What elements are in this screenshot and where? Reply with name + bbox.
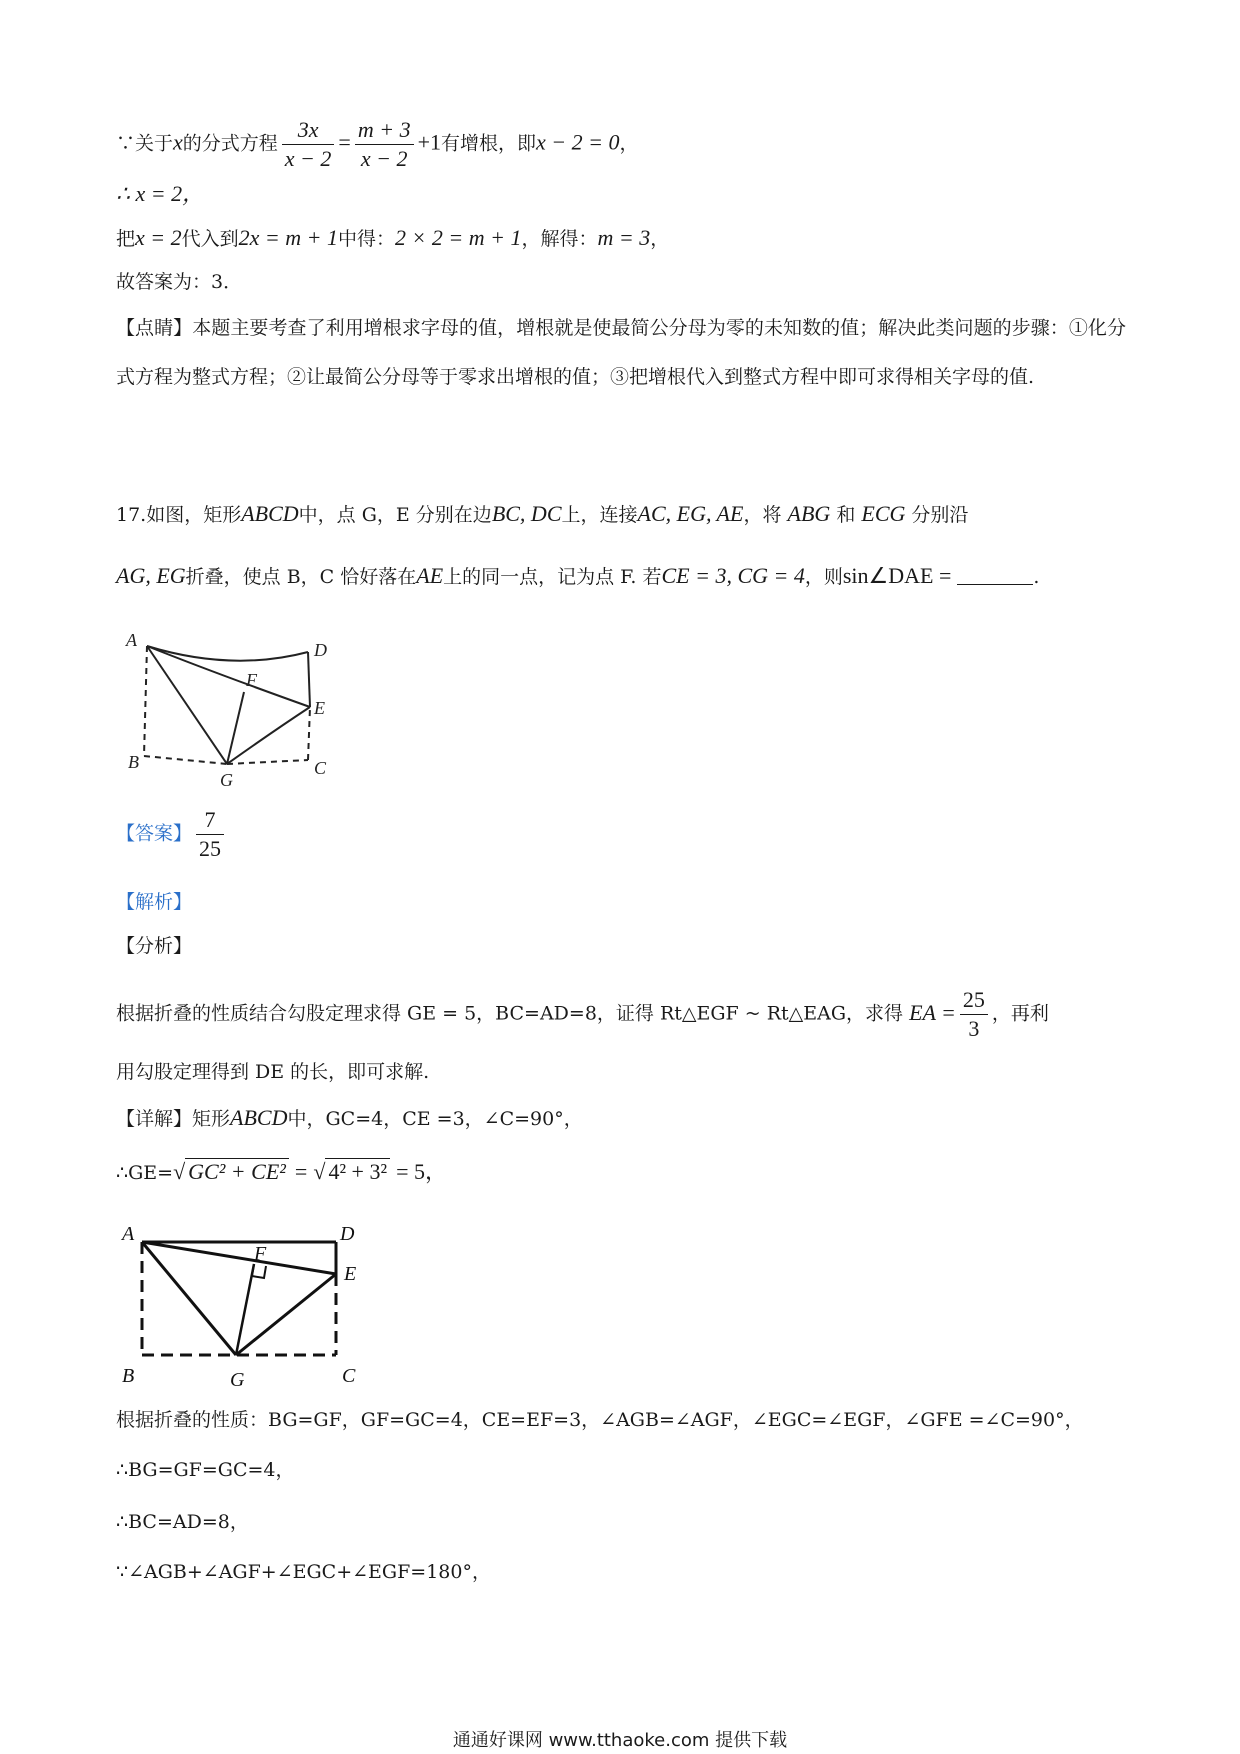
fraction-3x [282, 116, 335, 173]
fig1-edge-ad [147, 646, 308, 661]
fig1-edge-de [308, 652, 310, 707]
fig2-label-e: E [344, 1263, 357, 1285]
q17-ae: AE [416, 563, 444, 588]
q17-given: CE = 3, CG = 4 [661, 563, 805, 588]
xiangjie-text-a: 矩形 [192, 1108, 231, 1130]
sqrt-sign-1: √ [173, 1159, 186, 1184]
comma-2: ， [650, 228, 670, 250]
line-x-equals-2: ∴ x = 2， [116, 181, 205, 206]
answer-line: 故答案为：3． [116, 271, 243, 293]
dianjing-paragraph [116, 304, 1126, 402]
fig1-edge-bg [144, 756, 227, 764]
substitution-line [116, 224, 669, 253]
q17-text-point-f: 上的同一点，记为点 F. 若 [443, 566, 662, 588]
fig1-label-d: D [314, 640, 327, 660]
answer-numerator: 7 [196, 806, 224, 835]
q17-text-k: 分别沿 [911, 504, 969, 526]
fenxi-denominator: 3 [968, 1016, 980, 1041]
answer-denominator: 25 [199, 836, 222, 861]
comma: ， [619, 132, 639, 155]
q17-ag-eg: AG, EG [116, 563, 186, 588]
fraction-m3-denominator: x − 2 [360, 146, 408, 171]
text-has-root: 有增根，即 [441, 132, 537, 155]
answer-blank [957, 584, 1033, 585]
fig2-label-b: B [122, 1365, 135, 1387]
fenxi-line-2: 用勾股定理得到 DE 的长，即可求解. [116, 1061, 430, 1083]
fig2-edge-ag [142, 1242, 236, 1355]
expr-x2: x = 2 [135, 225, 182, 250]
fraction-3x-numerator: 3x [282, 116, 335, 145]
dianjing-text: 本题主要考查了利用增根求字母的值，增根就是使最简公分母为零的未知数的值；解决此类问题的步骤：①化分式方程为整式方程；②让最简公分母等于零求出增根的值；③把增根代入到整式方程中即可求得相关字母的值. [116, 317, 1126, 388]
text-zhongde: 中得： [338, 228, 396, 250]
q17-text-then: ，则 [804, 566, 843, 588]
plus-one: +1 [417, 129, 441, 155]
figure-1-folded-rectangle [122, 632, 362, 792]
fig2-label-d: D [340, 1223, 355, 1245]
question-17-line-1 [116, 500, 968, 529]
text-daiarudao: 代入到 [181, 228, 239, 250]
ge-calculation [116, 1158, 447, 1187]
fraction-3x-denominator: x − 2 [284, 146, 332, 171]
q17-sin-dae: sin∠DAE = [842, 563, 952, 588]
dianjing-tag: 【点睛】 [116, 317, 193, 339]
expr-m3: m = 3 [597, 225, 651, 250]
text-ba: 把 [116, 228, 136, 250]
xiangjie-line [116, 1104, 583, 1133]
answer-fraction [196, 806, 224, 863]
ge-label: ∴GE= [116, 1162, 174, 1184]
fenxi-ea: EA = [909, 999, 956, 1025]
fig1-label-g: G [220, 770, 233, 790]
q17-ac-eg-ae: AC, EG, AE [637, 501, 744, 526]
text-fraction-equation: 的分式方程 [182, 132, 278, 155]
fig2-edge-ae [142, 1242, 336, 1274]
fig2-label-c: C [342, 1365, 356, 1387]
expr-2x: 2x = m + 1 [238, 225, 338, 250]
solution-line-4: ∵∠AGB+∠AGF+∠EGC+∠EGF=180°， [116, 1561, 491, 1583]
q17-text-g: ，将 [743, 504, 782, 526]
fig1-label-a: A [126, 632, 137, 650]
sqrt-radicand-2: 4² + 3² [325, 1158, 390, 1185]
fig1-label-b: B [128, 752, 139, 772]
q17-ecg: ECG [861, 501, 906, 526]
fig1-edge-gc [227, 760, 308, 764]
q17-text-e: 上，连接 [561, 504, 638, 526]
answer-row [116, 806, 228, 863]
solution-line-2: ∴BG=GF=GC=4， [116, 1459, 295, 1481]
xiangjie-tag: 【详解】 [116, 1108, 193, 1130]
fig1-label-e: E [314, 698, 325, 718]
fenxi-fraction [960, 986, 988, 1043]
fig2-label-a: A [122, 1223, 135, 1245]
fig1-label-c: C [314, 758, 327, 778]
expr-2x2: 2 × 2 = m + 1 [395, 225, 522, 250]
q17-text-a: 17.如图，矩形 [116, 504, 242, 526]
fig1-edge-ab [144, 646, 147, 756]
answer-tag: 【答案】 [116, 822, 193, 845]
sqrt-sign-2: √ [313, 1159, 326, 1184]
fenxi-text-c: ，再利 [991, 1002, 1049, 1025]
q17-period: . [1033, 566, 1040, 588]
solution-line-3: ∴BC=AD=8， [116, 1511, 249, 1533]
fig1-edge-ce [308, 707, 310, 760]
fenxi-tag: 【分析】 [116, 935, 193, 957]
fenxi-text-a: 根据折叠的性质结合勾股定理求得 GE = 5，BC=AD=8，证得 Rt△EGF ~ Rt△EAG，求得 [116, 1002, 904, 1025]
xiangjie-abcd: ABCD [230, 1105, 288, 1130]
ge-equals: = [294, 1159, 308, 1184]
xiangjie-text-c: 中，GC=4，CE =3，∠C=90°， [287, 1108, 583, 1130]
fig1-edge-ae [147, 646, 310, 707]
fig1-label-f: F [246, 670, 257, 690]
footer-credit: 通通好课网 www.tthaoke.com 提供下载 [452, 1730, 788, 1751]
figure-2-rectangle-fold [118, 1222, 378, 1400]
condition-x-2: x − 2 = 0 [536, 129, 620, 155]
fraction-m3-numerator: m + 3 [355, 116, 414, 145]
q17-abcd: ABCD [241, 501, 299, 526]
equals-sign: = [338, 129, 351, 155]
fig2-right-angle-mark [252, 1264, 266, 1278]
fenxi-line-1 [116, 986, 1049, 1043]
q17-bc-dc: BC, DC [491, 501, 562, 526]
fenxi-numerator: 25 [960, 986, 988, 1015]
sqrt-radicand-1: GC² + CE² [185, 1158, 289, 1185]
variable-x: x [173, 129, 183, 155]
q17-abg: ABG [787, 501, 831, 526]
question-17-line-2 [116, 562, 1039, 591]
fig2-label-f: F [254, 1243, 267, 1265]
because-text: ∵关于 [116, 132, 174, 155]
fig2-label-g: G [230, 1369, 245, 1391]
equation-line-1 [116, 116, 639, 173]
fraction-m3 [355, 116, 414, 173]
jiexi-tag: 【解析】 [116, 891, 193, 913]
q17-text-fold: 折叠，使点 B，C 恰好落在 [185, 566, 417, 588]
q17-text-c: 中，点 G，E 分别在边 [298, 504, 492, 526]
q17-text-i: 和 [836, 504, 856, 526]
ge-result: = 5， [396, 1159, 448, 1184]
solution-line-1: 根据折叠的性质：BG=GF，GF=GC=4，CE=EF=3，∠AGB=∠AGF，∠EGC=∠EGF，∠GFE =∠C=90°， [116, 1409, 1084, 1431]
fig1-edge-ag [147, 646, 227, 764]
text-jiede: ，解得： [521, 228, 598, 250]
fig2-edge-ge [236, 1274, 336, 1355]
